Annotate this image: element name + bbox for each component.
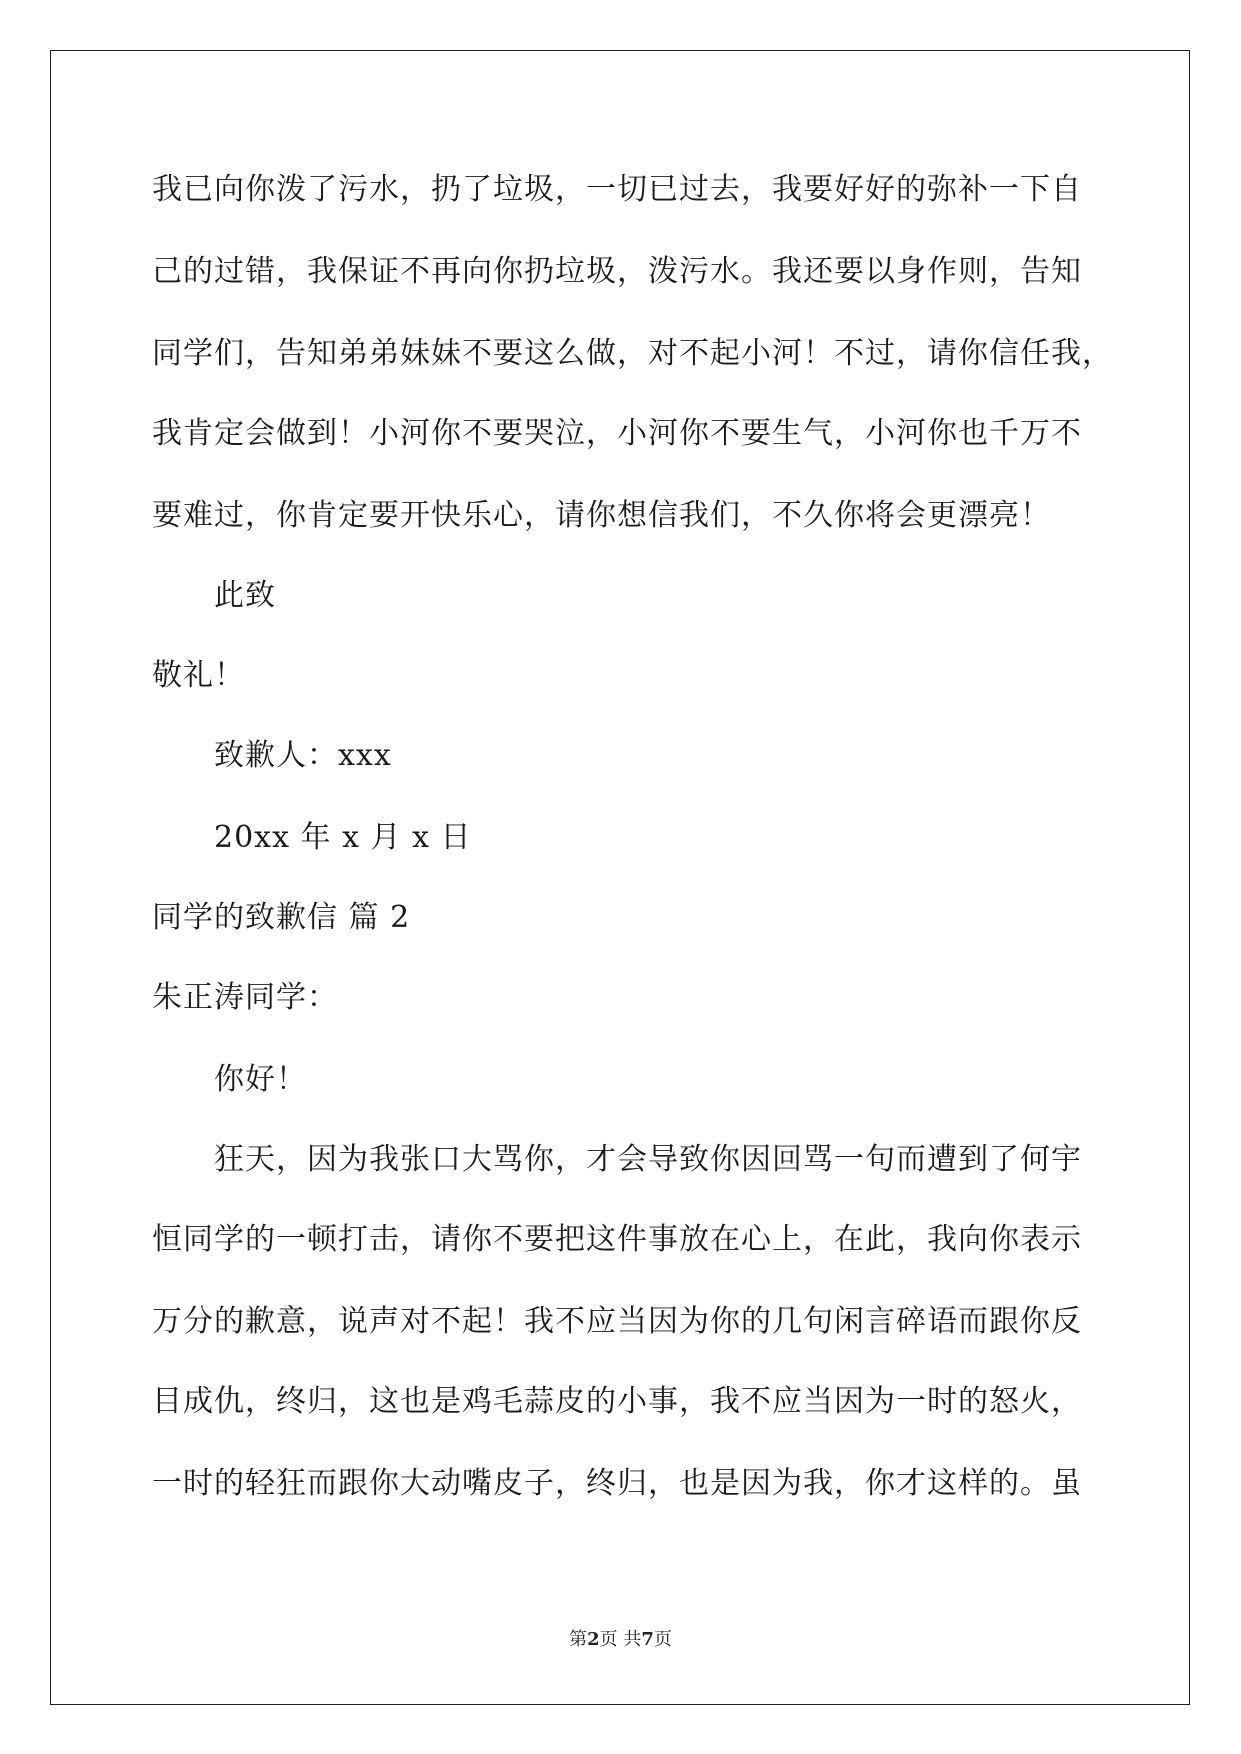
body-line-3: 同学们，告知弟弟妹妹不要这么做，对不起小河！不过，请你信任我， bbox=[152, 336, 1113, 371]
body-line-4: 我肯定会做到！小河你不要哭泣，小河你不要生气，小河你也千万不 bbox=[152, 416, 1082, 451]
recipient: 朱正涛同学： bbox=[152, 980, 338, 1015]
body-line-1: 我已向你泼了污水，扔了垃圾，一切已过去，我要好好的弥补一下自 bbox=[152, 172, 1082, 207]
greeting: 你好！ bbox=[214, 1062, 307, 1097]
page-total: 7 bbox=[641, 1629, 654, 1650]
page-prefix: 第 bbox=[569, 1629, 588, 1650]
body-line-8: 万分的歉意，说声对不起！我不应当因为你的几句闲言碎语而跟你反 bbox=[152, 1304, 1082, 1339]
page-border bbox=[50, 50, 1190, 1705]
body-line-10: 一时的轻狂而跟你大动嘴皮子，终归，也是因为我，你才这样的。虽 bbox=[152, 1466, 1082, 1501]
page-number-footer bbox=[0, 1628, 1241, 1652]
date: 20xx 年 x 月 x 日 bbox=[214, 820, 472, 855]
signature: 致歉人：xxx bbox=[214, 738, 392, 773]
closing-salutation: 此致 bbox=[214, 578, 276, 613]
page-suffix: 页 bbox=[653, 1629, 672, 1650]
section-heading: 同学的致歉信 篇 2 bbox=[152, 900, 411, 935]
closing-respects: 敬礼！ bbox=[152, 658, 245, 693]
body-line-6: 狂天，因为我张口大骂你，才会导致你因回骂一句而遭到了何宇 bbox=[214, 1142, 1082, 1177]
page-mid: 页 共 bbox=[599, 1629, 642, 1650]
body-line-2: 己的过错，我保证不再向你扔垃圾，泼污水。我还要以身作则，告知 bbox=[152, 254, 1082, 289]
page-current: 2 bbox=[587, 1629, 600, 1650]
body-line-9: 目成仇，终归，这也是鸡毛蒜皮的小事，我不应当因为一时的怒火， bbox=[152, 1384, 1082, 1419]
body-line-5: 要难过，你肯定要开快乐心，请你想信我们，不久你将会更漂亮！ bbox=[152, 498, 1051, 533]
body-line-7: 恒同学的一顿打击，请你不要把这件事放在心上，在此，我向你表示 bbox=[152, 1222, 1082, 1257]
